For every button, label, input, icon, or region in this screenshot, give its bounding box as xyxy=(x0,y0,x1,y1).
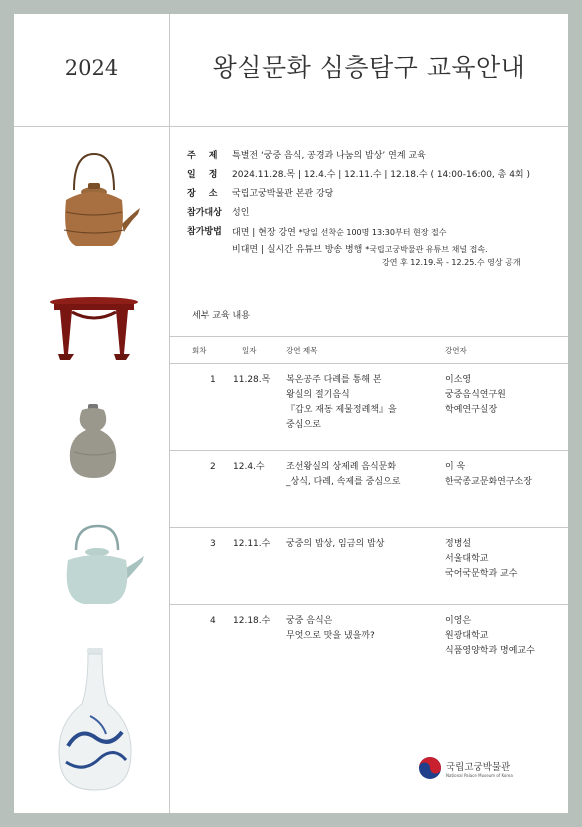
row-date: 12.18.수 xyxy=(233,616,271,626)
method-online-note-2: 강연 후 12.19.목 - 12.25.수 영상 공개 xyxy=(382,258,521,267)
place-label: 장소 xyxy=(187,189,231,199)
header-no: 회차 xyxy=(192,346,207,355)
row-date: 12.4.수 xyxy=(233,462,265,472)
row-speaker: 이 욱 한국종교문화연구소장 xyxy=(445,462,532,487)
row-no: 4 xyxy=(210,616,216,626)
method-offline-note: *당일 선착순 100명 13:30부터 현장 접수 xyxy=(298,228,447,237)
method-online-note: *국립고궁박물관 유튜브 채널 접속. xyxy=(365,245,488,254)
page-title: 왕실문화 심층탐구 교육안내 xyxy=(212,53,526,82)
method-offline: 대면 | 현장 강연 xyxy=(232,228,296,238)
celadon-teapot-image xyxy=(56,520,146,610)
table-row xyxy=(170,605,568,685)
row-no: 1 xyxy=(210,375,216,385)
museum-logo xyxy=(418,756,513,780)
table-header xyxy=(170,336,568,364)
blue-white-porcelain-bottle-image xyxy=(50,646,140,796)
stone-gourd-jar-image xyxy=(64,402,124,482)
table-row xyxy=(170,364,568,451)
row-title: 궁중 음식은 무엇으로 맛을 냈을까? xyxy=(286,616,375,641)
row-speaker: 이영은 원광대학교 식품영양학과 명예교수 xyxy=(445,616,535,656)
row-speaker: 정병설 서울대학교 국어국문학과 교수 xyxy=(445,539,518,579)
row-title: 조선왕실의 상제례 음식문화 _상식, 다례, 속제를 중심으로 xyxy=(286,462,401,487)
place-value: 국립고궁박물관 본관 강당 xyxy=(232,189,334,199)
target-label: 참가대상 xyxy=(187,208,222,218)
table-row xyxy=(170,528,568,605)
schedule-table xyxy=(170,336,568,685)
method-label: 참가방법 xyxy=(187,227,222,237)
copper-kettle-image xyxy=(52,152,142,252)
row-no: 3 xyxy=(210,539,216,549)
header-title: 강연 제목 xyxy=(286,346,318,355)
taegeuk-icon xyxy=(418,756,442,780)
red-lacquer-table-image xyxy=(46,294,142,364)
museum-name-en: National Palace Museum of Korea xyxy=(446,772,513,778)
method-online: 비대면 | 실시간 유튜브 방송 병행 xyxy=(232,245,363,255)
event-info xyxy=(187,147,562,269)
row-title: 궁중의 밥상, 임금의 밥상 xyxy=(286,539,385,549)
header-date: 일자 xyxy=(242,346,257,355)
header-divider xyxy=(14,126,568,127)
row-date: 12.11.수 xyxy=(233,539,271,549)
year-label: 2024 xyxy=(64,56,119,80)
detail-title: 세부 교육 내용 xyxy=(192,311,250,321)
row-speaker: 이소영 궁중음식연구원 학예연구실장 xyxy=(445,375,506,415)
header-speaker: 강연자 xyxy=(445,346,467,355)
date-label: 일정 xyxy=(187,170,231,180)
row-no: 2 xyxy=(210,462,216,472)
target-value: 성인 xyxy=(232,208,250,218)
museum-name: 국립고궁박물관 xyxy=(446,761,511,773)
poster xyxy=(14,14,568,813)
row-title: 복온공주 다례를 통해 본 왕실의 절기음식 『갑오 재동 제물정례책』을 중심으로 xyxy=(286,375,397,430)
subject-value: 특별전 ‘궁중 음식, 공경과 나눔의 밥상’ 연계 교육 xyxy=(232,151,426,161)
date-value: 2024.11.28.목 | 12.4.수 | 12.11.수 | 12.18.수 ( 14:00-16:00, 총 4회 ) xyxy=(232,170,531,180)
subject-label: 주제 xyxy=(187,151,231,161)
table-row xyxy=(170,451,568,528)
row-date: 11.28.목 xyxy=(233,375,271,385)
